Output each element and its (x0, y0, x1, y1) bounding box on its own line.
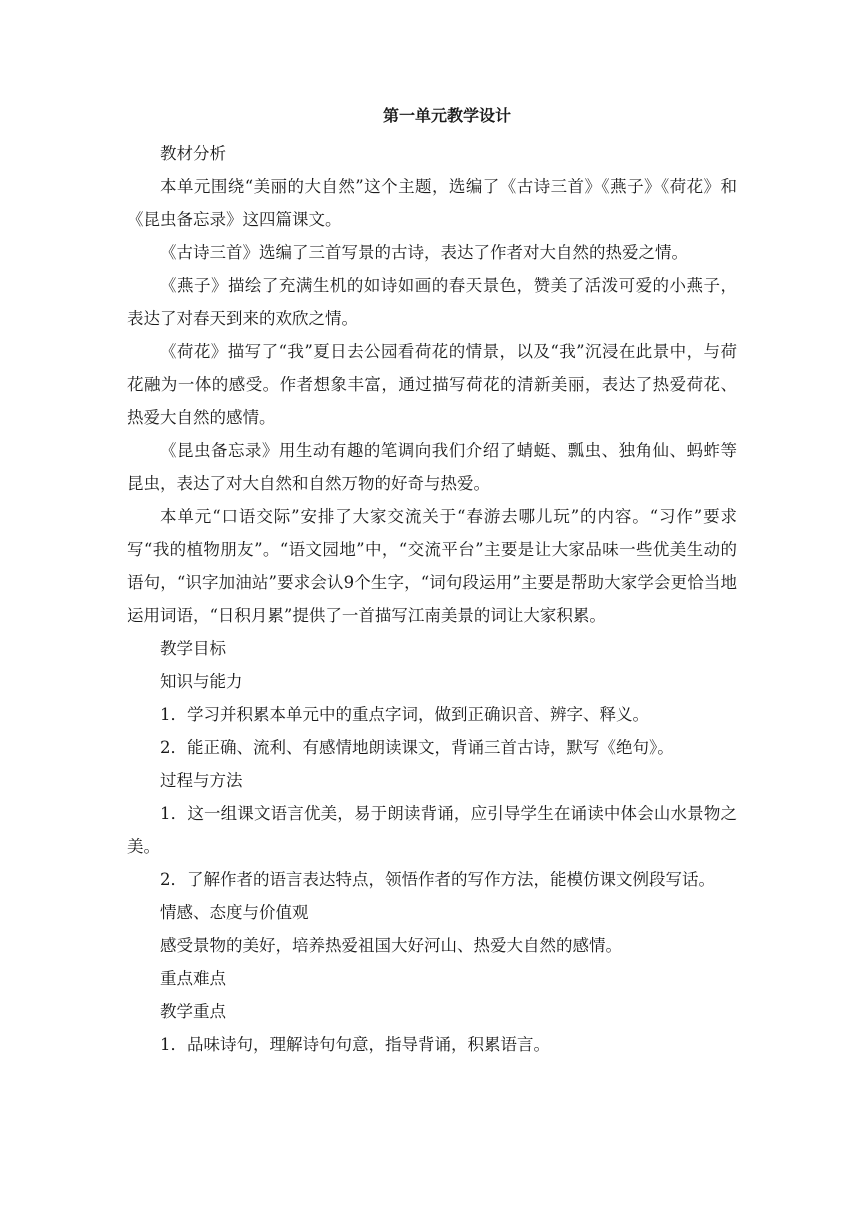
list-item: 1．学习并积累本单元中的重点字词，做到正确识音、辨字、释义。 (160, 705, 649, 724)
paragraph: 感受景物的美好，培养热爱祖国大好河山、热爱大自然的感情。 (160, 936, 622, 955)
list-item: 2．能正确、流利、有感情地朗读课文，背诵三首古诗，默写《绝句》。 (160, 738, 674, 757)
document-content (127, 103, 737, 1061)
list-item: 1．品味诗句，理解诗句句意，指导背诵，积累语言。 (160, 1035, 550, 1054)
section-heading: 教材分析 (160, 144, 226, 163)
paragraph: 本单元围绕“美丽的大自然”这个主题，选编了《古诗三首》《燕子》《荷花》和《昆虫备忘录》这四篇课文。 (127, 177, 737, 229)
section-heading: 重点难点 (160, 969, 226, 988)
paragraph: 《燕子》描绘了充满生机的如诗如画的春天景色，赞美了活泼可爱的小燕子，表达了对春天到来的欢欣之情。 (127, 276, 737, 328)
subsection-heading: 情感、态度与价值观 (160, 903, 309, 922)
paragraph: 《荷花》描写了“我”夏日去公园看荷花的情景，以及“我”沉浸在此景中，与荷花融为一体的感受。作者想象丰富，通过描写荷花的清新美丽，表达了热爱荷花、热爱大自然的感情。 (127, 342, 737, 427)
paragraph: 《古诗三首》选编了三首写景的古诗，表达了作者对大自然的热爱之情。 (160, 243, 688, 262)
paragraph: 《昆虫备忘录》用生动有趣的笔调向我们介绍了蜻蜓、瓢虫、独角仙、蚂蚱等昆虫，表达了对大自然和自然万物的好奇与热爱。 (127, 441, 737, 493)
section-heading: 教学目标 (160, 639, 226, 658)
list-item: 1．这一组课文语言优美，易于朗读背诵，应引导学生在诵读中体会山水景物之美。 (127, 804, 737, 856)
document-title: 第一单元教学设计 (382, 106, 511, 125)
paragraph: 本单元“口语交际”安排了大家交流关于“春游去哪儿玩”的内容。“习作”要求写“我的植物朋友”。“语文园地”中，“交流平台”主要是让大家品味一些优美生动的语句，“识字加油站”要求会认9个生字，“词句段运用”主要是帮助大家学会更恰当地运用词语，“日积月累”提供了一首描写江南美景的词让大家积累。 (127, 507, 737, 625)
subsection-heading: 教学重点 (160, 1002, 226, 1021)
list-item: 2．了解作者的语言表达特点，领悟作者的写作方法，能模仿课文例段写话。 (160, 870, 715, 889)
subsection-heading: 过程与方法 (160, 771, 243, 790)
subsection-heading: 知识与能力 (160, 672, 243, 691)
